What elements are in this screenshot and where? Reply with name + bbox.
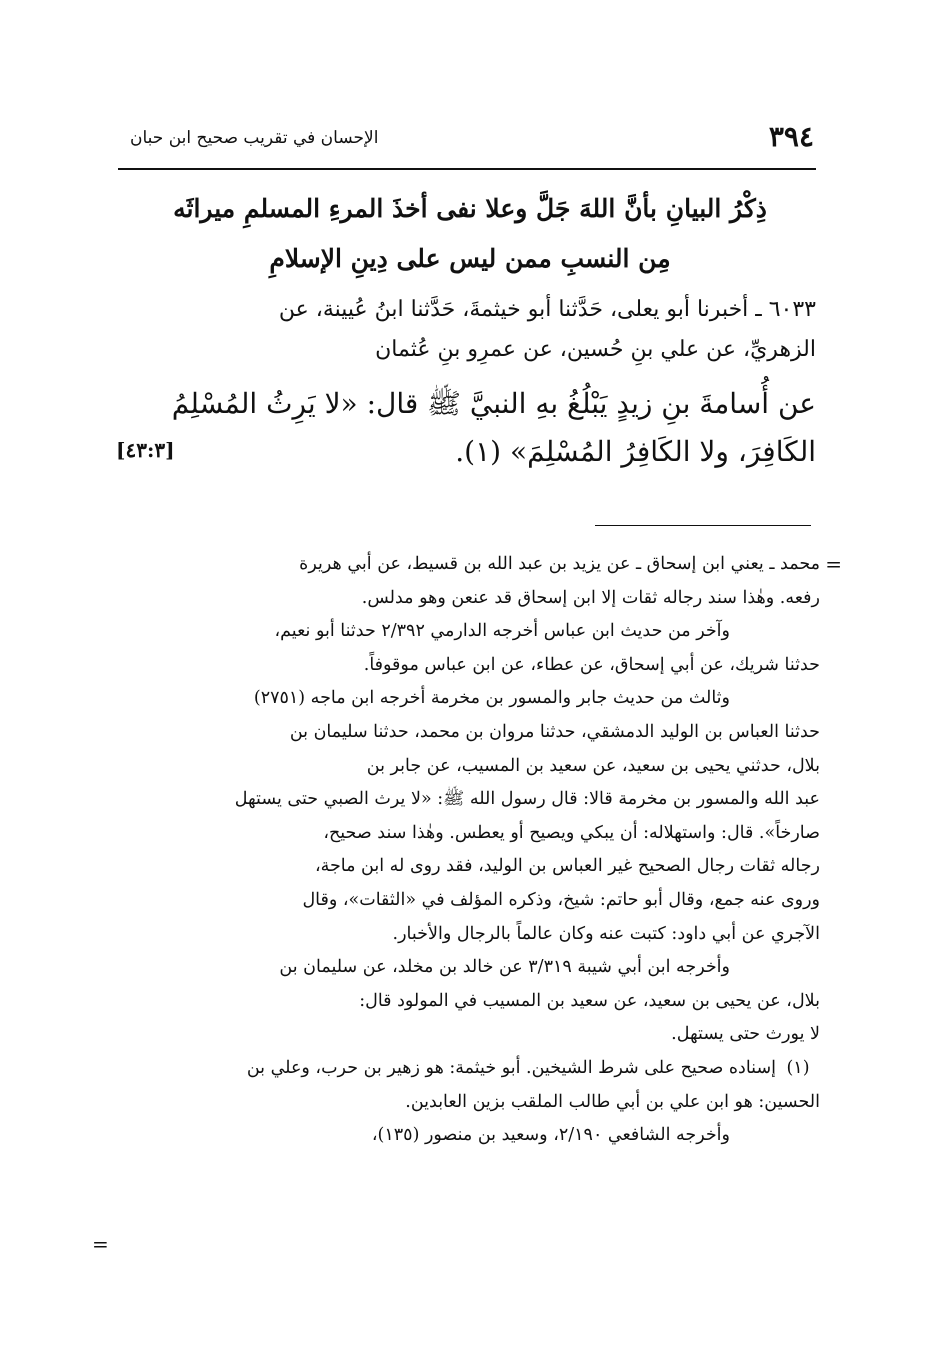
chapter-title-line-2: مِن النسبِ ممن ليس على دِينِ الإسلامِ (269, 244, 671, 273)
note-line: رفعه. وهٰذا سند رجاله ثقات إلا ابن إسحاق قد عنعن وهو مدلس. (361, 587, 820, 608)
footnotes (110, 548, 820, 1153)
header-rule (118, 168, 816, 170)
note-line: بلال، حدثني يحيى بن سعيد، عن سعيد بن المسيب، عن جابر بن (366, 755, 820, 776)
note-line: وروى عنه جمع، وقال أبو حاتم: شيخ، وذكره المؤلف في «الثقات»، وقال (302, 889, 820, 910)
page-header (118, 118, 814, 158)
note-line: حدثنا العباس بن الوليد الدمشقي، حدثنا مروان بن محمد، حدثنا سليمان بن (289, 721, 820, 742)
note-line: لا يورث حتى يستهل. (671, 1024, 820, 1045)
chapter-title (130, 184, 810, 284)
note-line: صارخاً». قال: واستهلاله: أن يبكي ويصيح أو يعطس. وهٰذا سند صحيح، (323, 822, 820, 843)
chapter-title-line-1: ذِكْرُ البيانِ بأنَّ اللهَ جَلَّ وعلا نفى أخذَ المرءِ المسلمِ ميراثَه (173, 194, 767, 223)
matn-line-1: عن أُسامةَ بنِ زيدٍ يَبْلُغُ بهِ النبيَّ ﷺ قال: «لا يَرِثُ المُسْلِمُ (171, 387, 816, 420)
note-line: الآجري عن أبي داود: كتبت عنه وكان عالماً بالرجال والأخبار. (392, 923, 820, 944)
page-number: ٣٩٤ (768, 120, 814, 153)
isnad-line-1: ٦٠٣٣ ـ أخبرنا أبو يعلى، حَدَّثنا أبو خيثمةَ، حَدَّثنا ابنُ عُيينة، عن (278, 297, 816, 322)
note-line: وآخر من حديث ابن عباس أخرجه الدارمي ٢/٣٩٢ حدثنا أبو نعيم، (274, 621, 730, 642)
continuation-marker-top: = (825, 552, 842, 576)
isnad-line-2: الزهريِّ، عن علي بنِ حُسين، عن عمرِو بنِ عُثمان (375, 337, 816, 362)
note-line: بلال، عن يحيى بن سعيد، عن سعيد بن المسيب في المولود قال: (359, 990, 820, 1011)
note-line: عبد الله والمسور بن مخرمة قالا: قال رسول الله ﷺ: «لا يرث الصبي حتى يستهل (234, 789, 820, 810)
continuation-marker-bottom: = (92, 1232, 109, 1256)
running-title: الإحسان في تقريب صحيح ابن حبان (130, 128, 379, 148)
hadith-matn (116, 380, 816, 476)
matn-line-2: الكَافِرَ، ولا الكَافِرُ المُسْلِمَ» (١). (455, 435, 816, 468)
hadith-isnad (116, 290, 816, 370)
footnote-1-line-2: الحسين: هو ابن علي بن أبي طالب الملقب بزين العابدين. (405, 1091, 820, 1112)
footnote-separator (595, 525, 811, 526)
hadith-reference: [٤٣:٣] (116, 438, 175, 462)
hadith-text (116, 290, 816, 476)
footnote-1-line-3: وأخرجه الشافعي ٢/١٩٠، وسعيد بن منصور (١٣٥)، (371, 1125, 730, 1146)
note-line: محمد ـ يعني ابن إسحاق ـ عن يزيد بن عبد الله بن قسيط، عن أبي هريرة (299, 554, 820, 574)
note-line: وثالث من حديث جابر والمسور بن مخرمة أخرجه ابن ماجه (٢٧٥١) (253, 688, 730, 709)
footnote-number: (١) (786, 1057, 810, 1078)
note-line: حدثنا شريك، عن أبي إسحاق، عن عطاء، عن ابن عباس موقوفاً. (363, 654, 820, 675)
footnote-text: إسناده صحيح على شرط الشيخين. أبو خيثمة: هو زهير بن حرب، وعلي بن (246, 1057, 776, 1078)
footnote-1-line-1 (110, 1052, 820, 1086)
note-line: وأخرجه ابن أبي شيبة ٣/٣١٩ عن خالد بن مخلد، عن سليمان بن (279, 957, 730, 978)
note-line: رجاله ثقات رجال الصحيح غير العباس بن الوليد، فقد روى له ابن ماجة، (314, 856, 820, 877)
